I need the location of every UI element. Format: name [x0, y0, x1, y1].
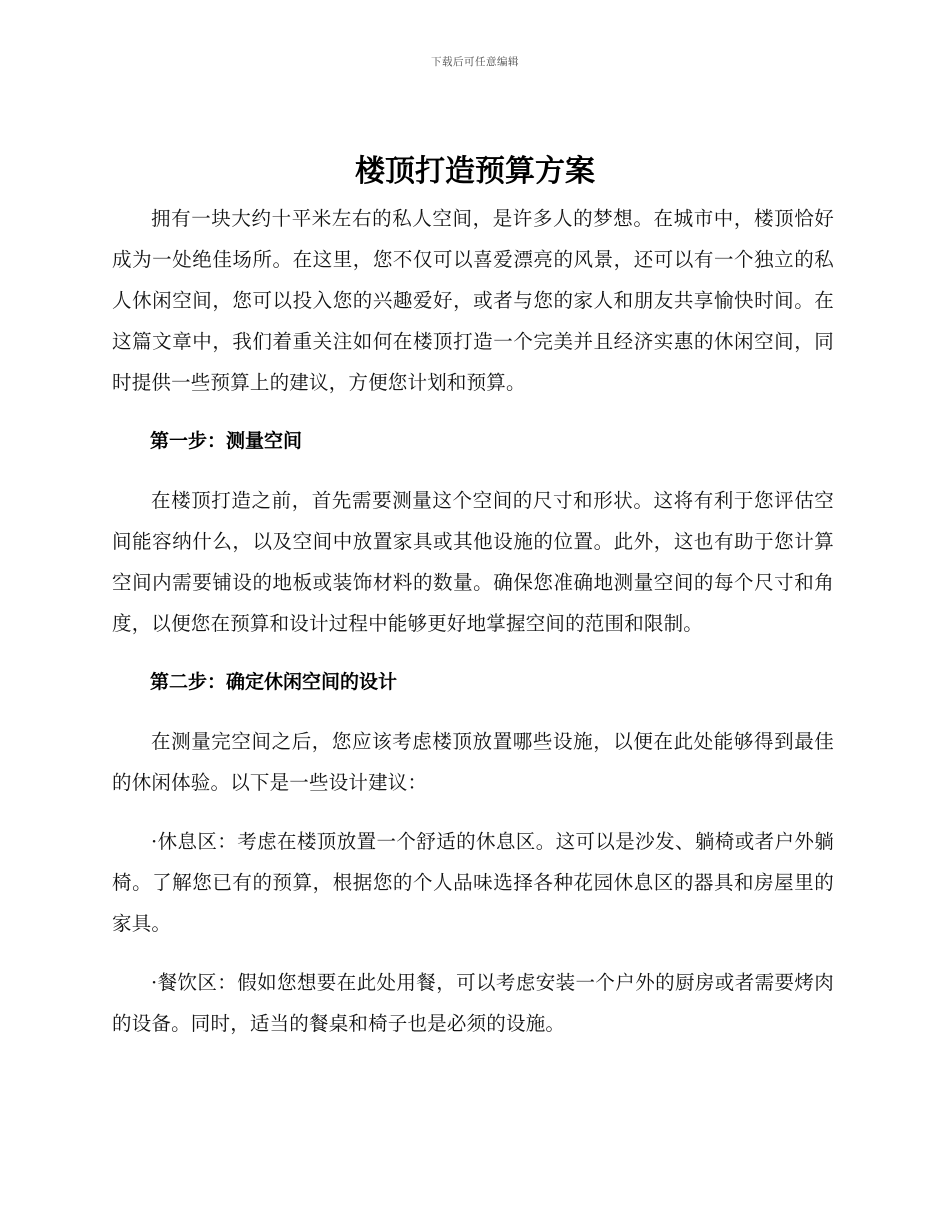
bullet-item-dining-area [112, 962, 834, 1044]
spacer [112, 462, 834, 480]
section-heading-1: 第一步：测量空间 [150, 430, 303, 452]
bullet-dot-icon: · [151, 971, 158, 994]
section-heading-2: 第二步：确定休闲空间的设计 [150, 671, 398, 693]
document-body [112, 198, 834, 1044]
spacer [112, 944, 834, 962]
bullet-text: 休息区：考虑在楼顶放置一个舒适的休息区。这可以是沙发、躺椅或者户外躺椅。了解您已有的预算，根据您的个人品味选择各种花园休息区的器具和房屋里的家具。 [112, 830, 834, 935]
spacer [112, 403, 834, 421]
bullet-text: 餐饮区：假如您想要在此处用餐，可以考虑安装一个户外的厨房或者需要烤肉的设备。同时，适当的餐桌和椅子也是必须的设施。 [112, 971, 834, 1035]
document-title: 楼顶打造预算方案 [355, 154, 595, 189]
bullet-item-rest-area [112, 821, 834, 944]
bullet-dot-icon: · [151, 830, 158, 853]
intro-paragraph: 拥有一块大约十平米左右的私人空间，是许多人的梦想。在城市中，楼顶恰好成为一处绝佳场所。在这里，您不仅可以喜爱漂亮的风景，还可以有一个独立的私人休闲空间，您可以投入您的兴趣爱好，或者与您的家人和朋友共享愉快时间。在这篇文章中，我们着重关注如何在楼顶打造一个完美并且经济实惠的休闲空间，同时提供一些预算上的建议，方便您计划和预算。 [112, 207, 834, 394]
spacer [112, 644, 834, 662]
section-body-1: 在楼顶打造之前，首先需要测量这个空间的尺寸和形状。这将有利于您评估空间能容纳什么，以及空间中放置家具或其他设施的位置。此外，这也有助于您计算空间内需要铺设的地板或装饰材料的数量。确保您准确地测量空间的每个尺寸和角度，以便您在预算和设计过程中能够更好地掌握空间的范围和限制。 [112, 489, 834, 635]
header-note: 下载后可任意编辑 [431, 56, 519, 68]
spacer [112, 703, 834, 721]
spacer [112, 803, 834, 821]
section-body-2: 在测量完空间之后，您应该考虑楼顶放置哪些设施，以便在此处能够得到最佳的休闲体验。以下是一些设计建议： [112, 730, 834, 794]
